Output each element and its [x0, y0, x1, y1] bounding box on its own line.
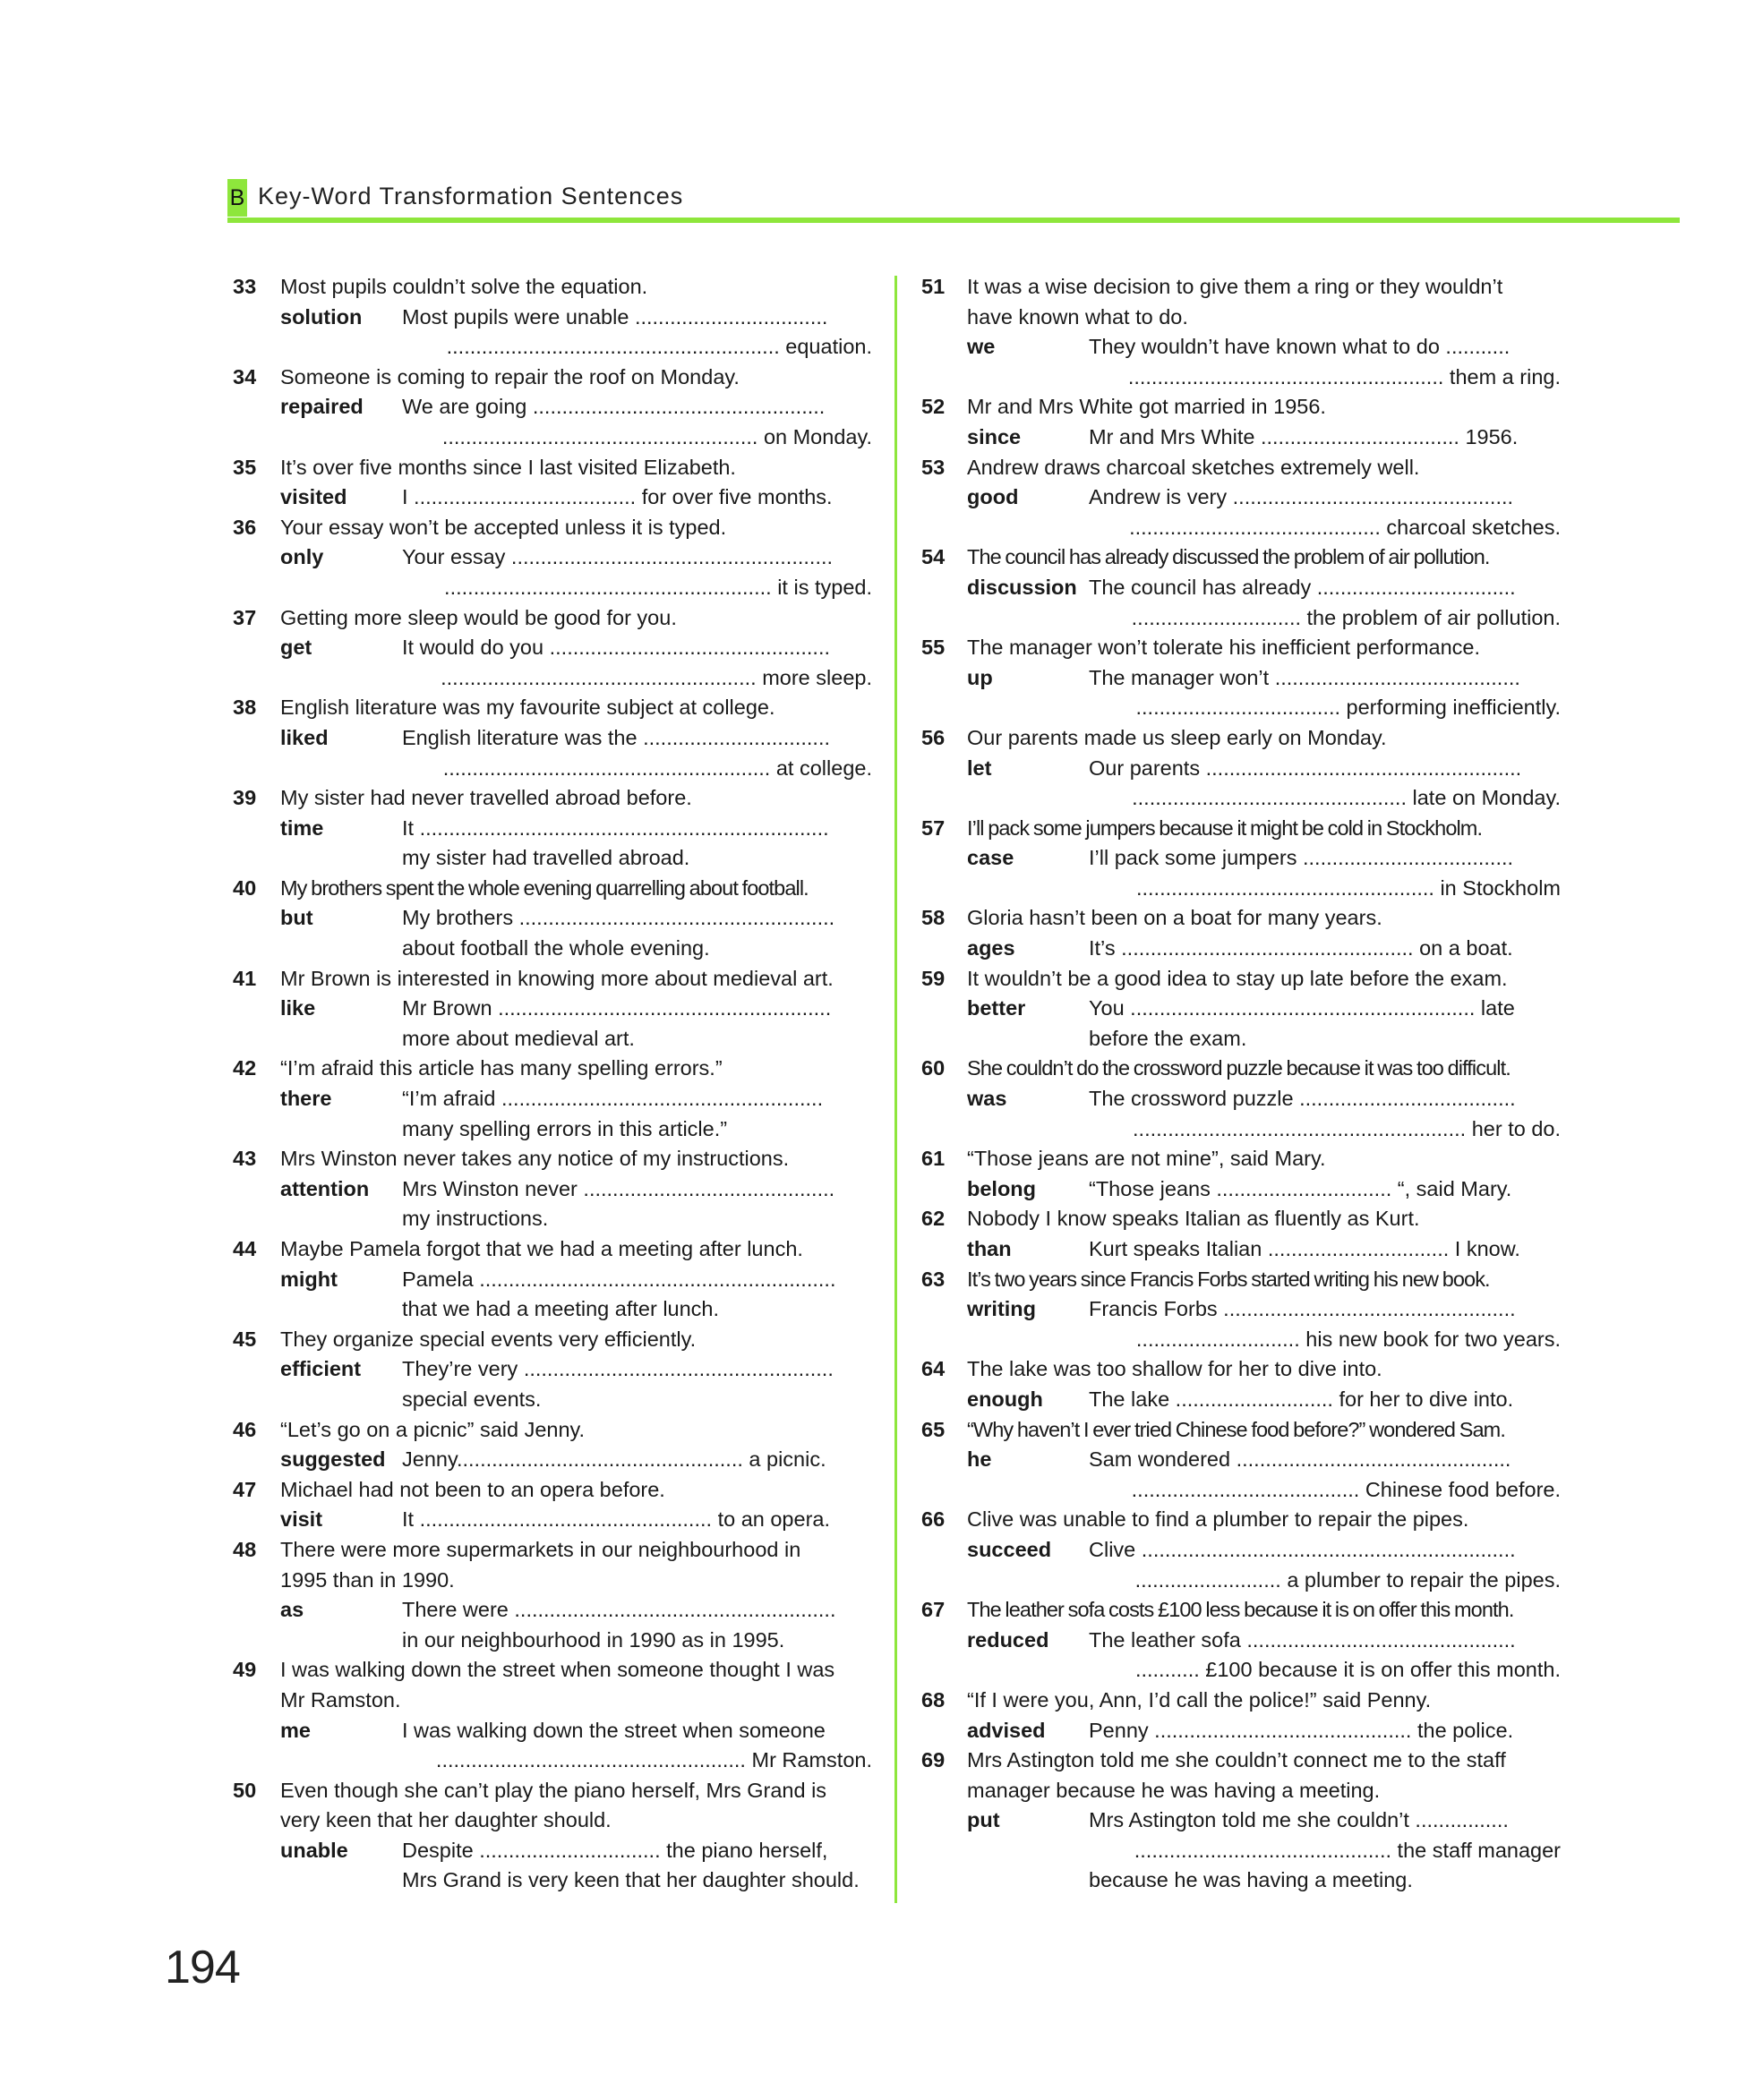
header-rule — [227, 218, 1680, 223]
answer-line: more about medieval art. — [402, 1026, 635, 1050]
answer-line: My brothers ...................................................... — [402, 906, 835, 930]
item-keyword: better — [967, 996, 1026, 1020]
item-sentence: Our parents made us sleep early on Monday. — [967, 725, 1387, 749]
exercise-item — [916, 1354, 1561, 1414]
answer-line: Andrew is very ................................................ — [1089, 485, 1514, 509]
item-sentence: Someone is coming to repair the roof on Monday. — [280, 364, 740, 388]
answer-line: Your essay ....................................................... — [402, 545, 834, 569]
item-number: 54 — [921, 545, 946, 569]
answer-line: ........................................................ it is typed. — [444, 575, 872, 599]
exercise-item — [227, 363, 872, 453]
exercise-item — [227, 1535, 872, 1655]
exercise-item — [227, 1325, 872, 1415]
answer-line: It would do you ................................................ — [402, 636, 830, 660]
exercise-item — [916, 1204, 1561, 1264]
answer-line: They wouldn’t have known what to do ........... — [1089, 335, 1511, 359]
item-keyword: repaired — [280, 395, 364, 419]
item-keyword: discussion — [967, 575, 1077, 599]
answer-line: ............................................... late on Monday. — [1132, 786, 1561, 810]
item-sentence: Mr Brown is interested in knowing more about medieval art. — [280, 966, 834, 990]
item-number: 44 — [233, 1237, 257, 1260]
answer-line: Francis Forbs .................................................. — [1089, 1297, 1516, 1321]
answer-line: Despite ............................... the piano herself, — [402, 1838, 828, 1862]
keyword-row — [280, 903, 872, 963]
item-keyword: was — [967, 1087, 1007, 1111]
item-number: 56 — [921, 725, 946, 749]
item-number: 51 — [921, 275, 946, 298]
answer-line: The lake ........................... for her to dive into. — [1089, 1387, 1514, 1411]
item-keyword: reduced — [967, 1627, 1049, 1652]
keyword-row — [280, 723, 872, 783]
item-number: 41 — [233, 966, 257, 990]
exercise-item — [916, 1415, 1561, 1506]
keyword-row — [967, 1716, 1561, 1746]
item-keyword: might — [280, 1267, 338, 1291]
answer-line: Mrs Astington told me she couldn’t ................ — [1089, 1808, 1509, 1832]
item-number: 39 — [233, 786, 257, 810]
exercise-item — [916, 1746, 1561, 1896]
item-sentence: Even though she can’t play the piano herself, Mrs Grand is — [280, 1778, 827, 1802]
item-number: 62 — [921, 1207, 946, 1231]
item-sentence: “If I were you, Ann, I’d call the police!” said Penny. — [967, 1687, 1432, 1712]
exercise-item — [916, 542, 1561, 633]
answer-line: The leather sofa .............................................. — [1089, 1627, 1516, 1652]
keyword-row — [280, 633, 872, 693]
answer-line: special events. — [402, 1387, 542, 1411]
keyword-row — [967, 994, 1561, 1054]
item-keyword: get — [280, 636, 312, 660]
answer-line: Jenny................................................. a picnic. — [402, 1447, 826, 1472]
keyword-row — [967, 573, 1561, 633]
item-keyword: attention — [280, 1176, 370, 1200]
keyword-row — [967, 843, 1561, 903]
exercise-item — [916, 964, 1561, 1054]
item-sentence: “Those jeans are not mine”, said Mary. — [967, 1147, 1326, 1171]
section-badge: B — [227, 179, 247, 217]
item-number: 50 — [233, 1778, 257, 1802]
keyword-row — [280, 392, 872, 452]
item-keyword: put — [967, 1808, 1000, 1832]
exercise-item — [227, 1144, 872, 1234]
answer-line: You ........................................................... late — [1089, 996, 1515, 1020]
item-number: 67 — [921, 1598, 946, 1622]
exercise-item — [916, 1265, 1561, 1355]
item-keyword: succeed — [967, 1537, 1052, 1561]
item-number: 47 — [233, 1477, 257, 1501]
item-number: 64 — [921, 1357, 946, 1381]
item-keyword: visited — [280, 485, 347, 509]
keyword-row — [280, 1595, 872, 1655]
exercise-item — [227, 1776, 872, 1896]
item-sentence: Most pupils couldn’t solve the equation. — [280, 275, 648, 298]
exercise-item — [916, 1595, 1561, 1686]
item-keyword: but — [280, 906, 313, 930]
answer-line: ...................................................... on Monday. — [441, 424, 872, 448]
section-header — [227, 177, 1680, 224]
item-sentence: Andrew draws charcoal sketches extremely well. — [967, 455, 1420, 479]
keyword-row — [967, 332, 1561, 392]
keyword-row — [280, 814, 872, 874]
answer-line: ...................................................... them a ring. — [1127, 364, 1561, 388]
item-keyword: suggested — [280, 1447, 386, 1472]
answer-line: ............................. the problem of air pollution. — [1131, 605, 1561, 629]
item-keyword: only — [280, 545, 324, 569]
keyword-row — [967, 423, 1561, 453]
item-number: 58 — [921, 906, 946, 930]
item-keyword: good — [967, 485, 1019, 509]
answer-line: I was walking down the street when someone — [402, 1718, 826, 1742]
keyword-row — [967, 754, 1561, 814]
item-sentence: The manager won’t tolerate his inefficient performance. — [967, 636, 1481, 660]
item-number: 40 — [233, 875, 257, 900]
item-keyword: belong — [967, 1176, 1037, 1200]
exercise-item — [227, 1415, 872, 1475]
answer-line: because he was having a meeting. — [1089, 1868, 1413, 1892]
answer-line: I ...................................... for over five months. — [402, 485, 833, 509]
item-number: 52 — [921, 395, 946, 419]
item-sentence: Maybe Pamela forgot that we had a meeting after lunch. — [280, 1237, 803, 1260]
keyword-row — [280, 1265, 872, 1325]
answer-line: There were ....................................................... — [402, 1598, 836, 1622]
answer-line: ................................... performing inefficiently. — [1135, 696, 1561, 720]
item-sentence: The lake was too shallow for her to dive into. — [967, 1357, 1382, 1381]
left-column — [227, 272, 872, 1896]
item-number: 55 — [921, 636, 946, 660]
item-number: 61 — [921, 1147, 946, 1171]
keyword-row — [967, 663, 1561, 723]
item-number: 35 — [233, 455, 257, 479]
item-number: 69 — [921, 1748, 946, 1772]
answer-line: “Those jeans .............................. “, said Mary. — [1089, 1176, 1512, 1200]
exercise-item — [916, 1054, 1561, 1144]
exercise-item — [227, 513, 872, 603]
answer-line: my instructions. — [402, 1207, 549, 1231]
exercise-item — [227, 1475, 872, 1535]
item-sentence: have known what to do. — [967, 304, 1188, 329]
item-sentence: It’s two years since Francis Forbs started writing his new book. — [967, 1267, 1490, 1291]
answer-line: ......................... a plumber to repair the pipes. — [1134, 1567, 1561, 1592]
item-sentence: Getting more sleep would be good for you. — [280, 605, 677, 629]
item-keyword: let — [967, 755, 992, 780]
exercise-item — [227, 693, 872, 783]
item-sentence: “Let’s go on a picnic” said Jenny. — [280, 1417, 586, 1441]
item-keyword: as — [280, 1598, 304, 1622]
exercise-item — [227, 272, 872, 363]
item-sentence: It wouldn’t be a good idea to stay up late before the exam. — [967, 966, 1508, 990]
exercise-item — [916, 1686, 1561, 1746]
exercise-item — [227, 964, 872, 1054]
answer-line: Mrs Winston never ........................................... — [402, 1176, 835, 1200]
item-keyword: than — [967, 1237, 1012, 1260]
answer-line: We are going .................................................. — [402, 395, 826, 419]
answer-line: Sam wondered ............................................... — [1089, 1447, 1511, 1472]
exercise-item — [227, 453, 872, 513]
exercise-item — [916, 453, 1561, 543]
answer-line: The manager won’t .......................................... — [1089, 665, 1520, 689]
answer-line: It ...................................................................... — [402, 815, 829, 840]
keyword-row — [280, 1174, 872, 1234]
answer-line: Pamela ............................................................. — [402, 1267, 836, 1291]
answer-line: The council has already .................................. — [1089, 575, 1516, 599]
item-sentence: Nobody I know speaks Italian as fluently as Kurt. — [967, 1207, 1420, 1231]
keyword-row — [280, 482, 872, 513]
item-sentence: I’ll pack some jumpers because it might be cold in Stockholm. — [967, 815, 1483, 840]
item-sentence: Clive was unable to find a plumber to repair the pipes. — [967, 1507, 1469, 1532]
item-keyword: like — [280, 996, 316, 1020]
item-sentence: It’s over five months since I last visited Elizabeth. — [280, 455, 736, 479]
keyword-row — [280, 994, 872, 1054]
answer-line: ........................................... charcoal sketches. — [1129, 515, 1561, 539]
item-keyword: enough — [967, 1387, 1043, 1411]
item-keyword: advised — [967, 1718, 1046, 1742]
answer-line: before the exam. — [1089, 1026, 1247, 1050]
item-sentence: “Why haven’t I ever tried Chinese food before?” wondered Sam. — [967, 1417, 1505, 1441]
exercise-item — [227, 1655, 872, 1775]
answer-line: ............................ his new book for two years. — [1135, 1327, 1561, 1351]
item-sentence: Mr and Mrs White got married in 1956. — [967, 395, 1326, 419]
item-keyword: liked — [280, 725, 329, 749]
item-number: 45 — [233, 1327, 257, 1351]
keyword-row — [280, 1084, 872, 1144]
item-number: 49 — [233, 1658, 257, 1682]
item-keyword: solution — [280, 304, 363, 329]
answer-line: Mr and Mrs White .................................. 1956. — [1089, 424, 1519, 448]
answer-line: Mr Brown ......................................................... — [402, 996, 832, 1020]
item-number: 65 — [921, 1417, 946, 1441]
item-keyword: writing — [967, 1297, 1037, 1321]
exercise-item — [916, 903, 1561, 963]
answer-line: ......................................................... equation. — [446, 335, 872, 359]
column-divider — [894, 276, 897, 1903]
keyword-row — [967, 1805, 1561, 1896]
exercise-item — [227, 874, 872, 964]
answer-line: in our neighbourhood in 1990 as in 1995. — [402, 1627, 785, 1652]
answer-line: “I’m afraid ....................................................... — [402, 1087, 824, 1111]
item-sentence: Mr Ramston. — [280, 1687, 401, 1712]
answer-line: Our parents ...................................................... — [1089, 755, 1522, 780]
answer-line: ........... £100 because it is on offer this month. — [1134, 1658, 1561, 1682]
item-keyword: time — [280, 815, 324, 840]
exercise-item — [916, 272, 1561, 392]
item-sentence: The leather sofa costs £100 less because it is on offer this month. — [967, 1598, 1514, 1622]
keyword-row — [280, 303, 872, 363]
item-sentence: They organize special events very efficiently. — [280, 1327, 697, 1351]
item-sentence: It was a wise decision to give them a ring or they wouldn’t — [967, 275, 1503, 298]
item-number: 53 — [921, 455, 946, 479]
item-sentence: manager because he was having a meeting. — [967, 1778, 1381, 1802]
item-number: 33 — [233, 275, 257, 298]
item-number: 63 — [921, 1267, 946, 1291]
keyword-row — [967, 1234, 1561, 1265]
item-keyword: he — [967, 1447, 992, 1472]
item-number: 36 — [233, 515, 257, 539]
item-number: 48 — [233, 1537, 257, 1561]
keyword-row — [967, 1174, 1561, 1205]
keyword-row — [280, 1354, 872, 1414]
keyword-row — [280, 1505, 872, 1535]
item-keyword: since — [967, 424, 1022, 448]
answer-line: Mrs Grand is very keen that her daughter should. — [402, 1868, 860, 1892]
exercise-item — [227, 603, 872, 694]
item-number: 43 — [233, 1147, 257, 1171]
exercise-item — [916, 633, 1561, 723]
item-sentence: Mrs Winston never takes any notice of my instructions. — [280, 1147, 790, 1171]
exercise-item — [916, 814, 1561, 904]
item-keyword: there — [280, 1087, 332, 1111]
exercise-item — [916, 723, 1561, 814]
item-number: 66 — [921, 1507, 946, 1532]
item-number: 59 — [921, 966, 946, 990]
keyword-row — [967, 1626, 1561, 1686]
item-sentence: Michael had not been to an opera before. — [280, 1477, 665, 1501]
item-number: 38 — [233, 696, 257, 720]
keyword-row — [280, 1716, 872, 1776]
answer-line: about football the whole evening. — [402, 936, 710, 960]
page-number: 194 — [165, 1942, 240, 1993]
item-number: 60 — [921, 1056, 946, 1080]
answer-line: that we had a meeting after lunch. — [402, 1297, 720, 1321]
item-sentence: 1995 than in 1990. — [280, 1567, 455, 1592]
item-sentence: The council has already discussed the problem of air pollution. — [967, 545, 1490, 569]
section-title: Key-Word Transformation Sentences — [258, 183, 684, 209]
item-sentence: Gloria hasn’t been on a boat for many years. — [967, 906, 1382, 930]
item-sentence: My brothers spent the whole evening quarrelling about football. — [280, 875, 809, 900]
answer-line: English literature was the ................................ — [402, 725, 831, 749]
exercise-item — [227, 1234, 872, 1325]
item-keyword: efficient — [280, 1357, 362, 1381]
exercise-item — [916, 1144, 1561, 1204]
answer-line: ..................................................... Mr Ramston. — [435, 1748, 872, 1772]
answer-line: my sister had travelled abroad. — [402, 846, 690, 870]
answer-line: The crossword puzzle ..................................... — [1089, 1087, 1516, 1111]
item-number: 68 — [921, 1687, 946, 1712]
keyword-row — [280, 542, 872, 602]
keyword-row — [967, 1385, 1561, 1415]
exercise-item — [916, 392, 1561, 452]
right-column — [916, 272, 1561, 1896]
answer-line: Penny ............................................ the police. — [1089, 1718, 1514, 1742]
item-sentence: Your essay won’t be accepted unless it is typed. — [280, 515, 727, 539]
item-number: 42 — [233, 1056, 257, 1080]
item-sentence: There were more supermarkets in our neighbourhood in — [280, 1537, 801, 1561]
item-number: 37 — [233, 605, 257, 629]
item-sentence: English literature was my favourite subject at college. — [280, 696, 775, 720]
item-keyword: unable — [280, 1838, 348, 1862]
answer-line: ...................................................... more sleep. — [441, 665, 872, 689]
item-keyword: ages — [967, 936, 1015, 960]
answer-line: It .................................................. to an opera. — [402, 1507, 830, 1532]
answer-line: ......................................................... her to do. — [1133, 1116, 1561, 1140]
item-keyword: me — [280, 1718, 311, 1742]
keyword-row — [967, 1445, 1561, 1505]
keyword-row — [967, 1535, 1561, 1595]
exercise-item — [916, 1505, 1561, 1595]
item-keyword: case — [967, 846, 1014, 870]
answer-line: Kurt speaks Italian ............................... I know. — [1089, 1237, 1520, 1260]
answer-line: ....................................... Chinese food before. — [1131, 1477, 1561, 1501]
item-sentence: I was walking down the street when someone thought I was — [280, 1658, 835, 1682]
answer-line: Clive ................................................................ — [1089, 1537, 1516, 1561]
answer-line: I’ll pack some jumpers .................................... — [1089, 846, 1514, 870]
item-number: 57 — [921, 815, 946, 840]
keyword-row — [967, 934, 1561, 964]
answer-line: ........................................................ at college. — [442, 755, 872, 780]
item-number: 34 — [233, 364, 257, 388]
item-number: 46 — [233, 1417, 257, 1441]
keyword-row — [280, 1445, 872, 1475]
item-keyword: visit — [280, 1507, 323, 1532]
keyword-row — [967, 1084, 1561, 1144]
exercise-item — [227, 1054, 872, 1144]
keyword-row — [967, 482, 1561, 542]
item-keyword: we — [967, 335, 996, 359]
item-sentence: “I’m afraid this article has many spelling errors.” — [280, 1056, 723, 1080]
answer-line: many spelling errors in this article.” — [402, 1116, 728, 1140]
answer-line: They’re very ..................................................... — [402, 1357, 834, 1381]
keyword-row — [967, 1294, 1561, 1354]
exercise-item — [227, 783, 872, 874]
answer-line: ................................................... in Stockholm — [1135, 875, 1561, 900]
keyword-row — [280, 1836, 872, 1896]
item-sentence: My sister had never travelled abroad before. — [280, 786, 692, 810]
answer-line: ............................................ the staff manager — [1134, 1838, 1561, 1862]
item-sentence: She couldn’t do the crossword puzzle because it was too difficult. — [967, 1056, 1511, 1080]
item-keyword: up — [967, 665, 993, 689]
answer-line: Most pupils were unable ................................. — [402, 304, 828, 329]
item-sentence: Mrs Astington told me she couldn’t connect me to the staff — [967, 1748, 1506, 1772]
item-sentence: very keen that her daughter should. — [280, 1808, 612, 1832]
answer-line: It’s .................................................. on a boat. — [1089, 936, 1513, 960]
